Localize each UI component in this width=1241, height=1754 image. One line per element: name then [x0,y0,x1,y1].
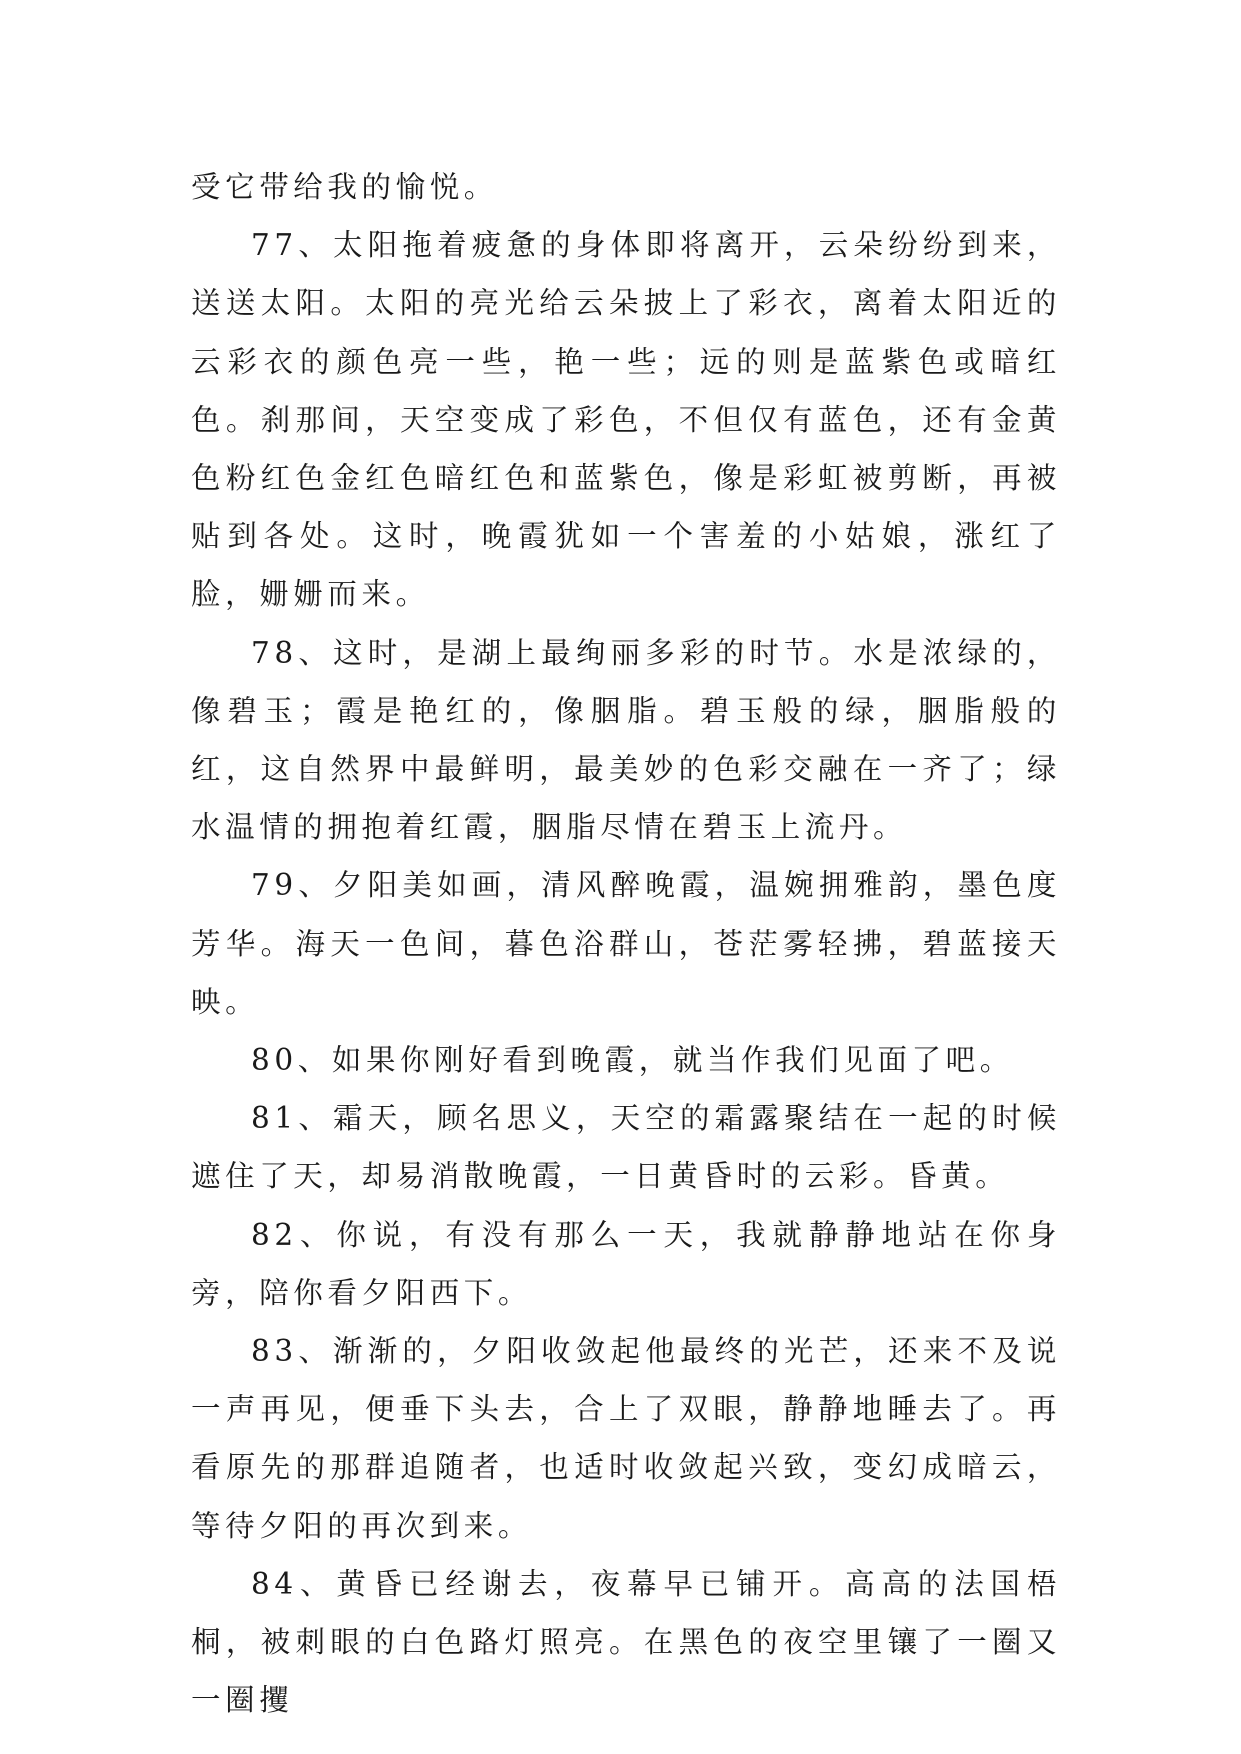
paragraph-continuation: 受它带给我的愉悦。 [191,170,498,204]
paragraph-80: 80、如果你刚好看到晚霞，就当作我们见面了吧。 [251,1043,1014,1078]
paragraph-78: 78、这时，是湖上最绚丽多彩的时节。水是浓绿的，像碧玉；霞是艳红的，像胭脂。碧玉般的绿，胭脂般的红，这自然界中最鲜明，最美妙的色彩交融在一齐了；绿水温情的拥抱着红霞，胭脂尽情在碧玉上流丹。 [191,635,1061,845]
paragraph-82: 82、你说，有没有那么一天，我就静静地站在你身旁，陪你看夕阳西下。 [191,1217,1061,1310]
paragraph-81: 81、霜天，顾名思义，天空的霜露聚结在一起的时候遮住了天，却易消散晚霞，一日黄昏时的云彩。昏黄。 [191,1101,1061,1194]
paragraph-83: 83、渐渐的，夕阳收敛起他最终的光芒，还来不及说一声再见，便垂下头去，合上了双眼，静静地睡去了。再看原先的那群追随者，也适时收敛起兴致，变幻成暗云，等待夕阳的再次到来。 [191,1334,1061,1543]
paragraph-79: 79、夕阳美如画，清风醉晚霞，温婉拥雅韵，墨色度芳华。海天一色间，暮色浴群山，苍茫雾轻拂，碧蓝接天映。 [191,868,1061,1019]
paragraph-77: 77、太阳拖着疲惫的身体即将离开，云朵纷纷到来，送送太阳。太阳的亮光给云朵披上了彩衣，离着太阳近的云彩衣的颜色亮一些，艳一些；远的则是蓝紫色或暗红色。刹那间，天空变成了彩色，不但仅有蓝色，还有金黄色粉红色金红色暗红色和蓝紫色，像是彩虹被剪断，再被贴到各处。这时，晚霞犹如一个害羞的小姑娘，涨红了脸，姗姗而来。 [191,228,1061,612]
paragraph-84: 84、黄昏已经谢去，夜幕早已铺开。高高的法国梧桐，被刺眼的白色路灯照亮。在黑色的夜空里镶了一圈又一圈攫 [191,1566,1061,1718]
document-body [191,158,1061,1729]
